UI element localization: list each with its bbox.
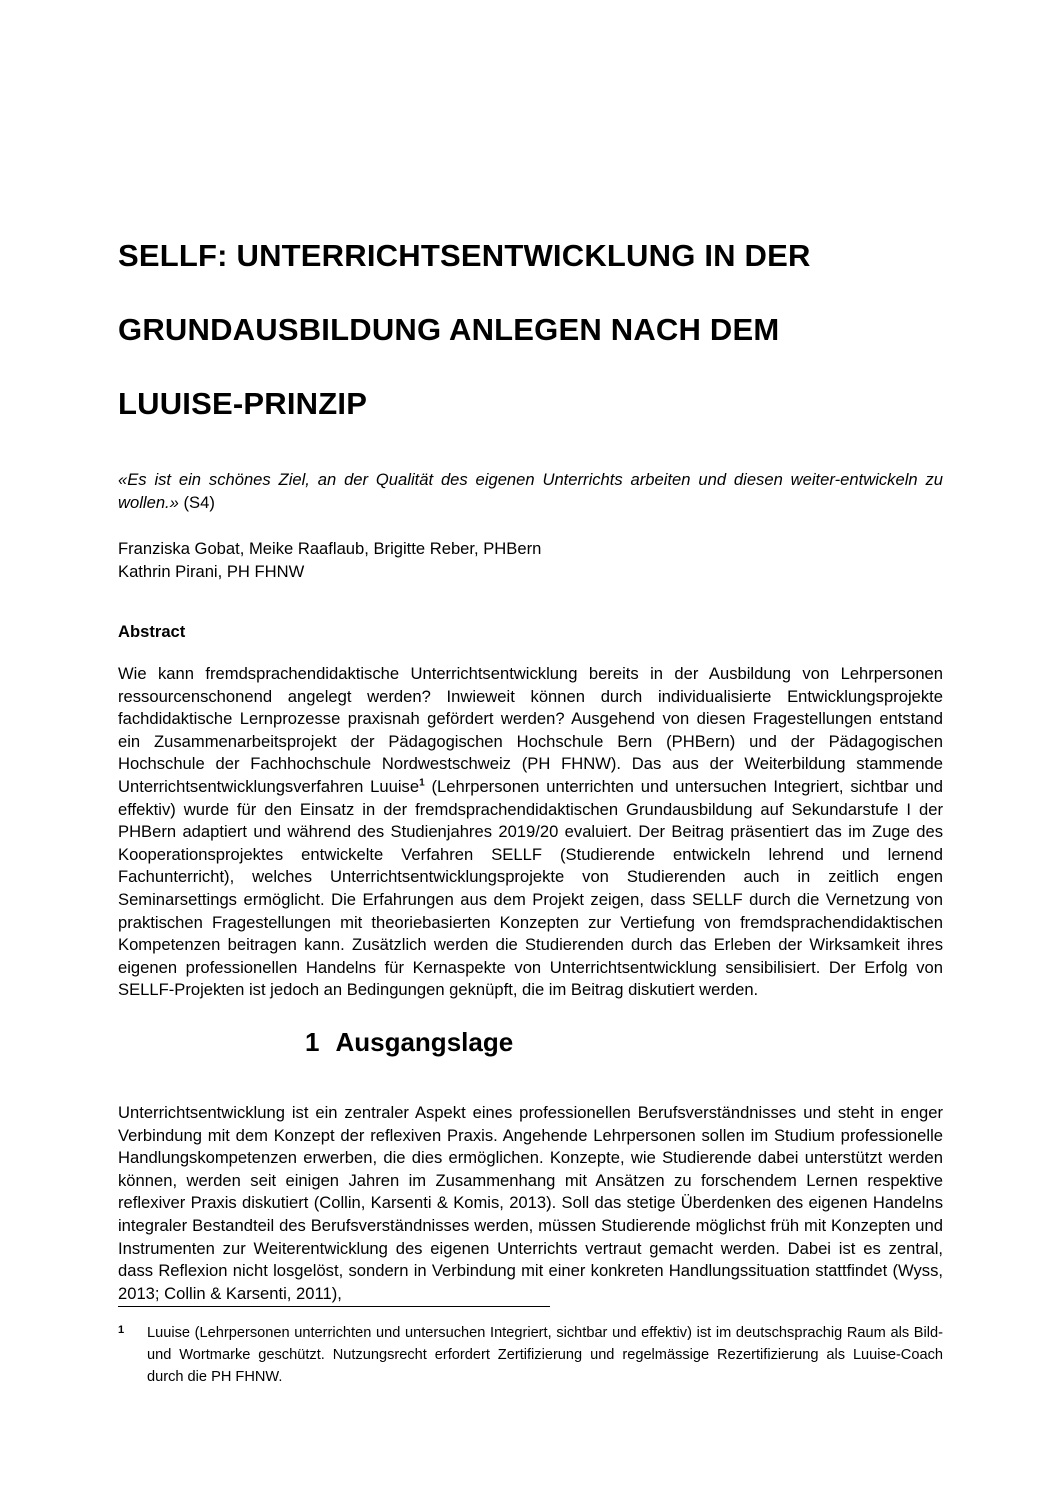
abstract-text-part-2: (Lehrpersonen unterrichten und untersuchen Integriert, sichtbar und effektiv) wurde für den Einsatz in der fremdsprachendidaktischen Grundausbildung auf Sekundarstufe I der PHBern adaptiert und während des Studienjahres 2019/20 evaluiert. Der Beitrag präsentiert das im Zuge des Kooperationsprojektes entwickelte Verfahren SELLF (Studierende entwickeln lehrend und lernend Fachunterricht), welches Unterrichtsentwicklungsprojekte von Studierenden auch in zeitlich engen Seminarsettings ermöglicht. Die Erfahrungen aus dem Projekt zeigen, dass SELLF durch die Vernetzung von praktischen Fragestellungen mit theoriebasierten Konzepten zur Vertiefung von fremdsprachendidaktischen Kompetenzen beitragen kann. Zusätzlich werden die Studierenden durch das Erleben der Wirksamkeit ihres eigenen professionellen Handelns für Kernaspekte von Unterrichtsentwicklung sensibilisiert. Der Erfolg von SELLF-Projekten ist jedoch an Bedingungen geknüpft, die im Beitrag diskutiert werden. <box>118 776 943 1000</box>
author-list <box>118 537 541 583</box>
epigraph-quote: «Es ist ein schönes Ziel, an der Qualität des eigenen Unterrichts arbeiten und diesen weiter-entwickeln zu wollen.» <box>118 470 943 512</box>
epigraph <box>118 468 943 514</box>
epigraph-source: (S4) <box>183 493 215 512</box>
abstract-text <box>118 663 943 1002</box>
title-line-3: LUUISE-PRINZIP <box>118 386 368 421</box>
footnote-divider <box>118 1306 550 1307</box>
authors-line-2: Kathrin Pirani, PH FHNW <box>118 562 305 581</box>
footnote-text: Luuise (Lehrpersonen unterrichten und untersuchen Integriert, sichtbar und effektiv) ist im deutschsprachig Raum als Bild- und Wortmarke geschützt. Nutzungsrecht erfordert Zertifizierung und regelmässige Rezertifizierung als Luuise-Coach durch die PH FHNW. <box>147 1325 943 1385</box>
authors-line-1: Franziska Gobat, Meike Raaflaub, Brigitte Reber, PHBern <box>118 539 542 558</box>
abstract-heading: Abstract <box>118 622 186 641</box>
title-line-2: GRUNDAUSBILDUNG ANLEGEN NACH DEM <box>118 312 780 347</box>
abstract-text-part-1: Wie kann fremdsprachendidaktische Unterrichtsentwicklung bereits in der Ausbildung von Lehrpersonen ressourcenschonend angelegt werden? Inwieweit können durch individualisierte Entwicklungsprojekte fachdidaktische Lernprozesse praxisnah gefördert werden? Ausgehend von diesen Fragestellungen entstand ein Zusammenarbeitsprojekt der Pädagogischen Hochschule Bern (PHBern) und der Pädagogischen Hochschule der Fachhochschule Nordwestschweiz (PH FHNW). Das aus der Weiterbildung stammende Unterrichtsentwicklungsverfahren Luuise <box>118 664 943 796</box>
section-heading <box>305 1027 513 1058</box>
section-title: Ausgangslage <box>335 1027 514 1057</box>
footnote <box>118 1322 943 1388</box>
section-body-text: Unterrichtsentwicklung ist ein zentraler Aspekt eines professionellen Berufsverständnisses und steht in enger Verbindung mit dem Konzept der reflexiven Praxis. Angehende Lehrpersonen sollen im Studium professionelle Handlungskompetenzen erwerben, die dies ermöglichen. Konzepte, wie Studierende dabei unterstützt werden können, werden seit einigen Jahren im Zusammenhang mit Ansätzen zu forschendem Lernen respektive reflexiver Praxis diskutiert (Collin, Karsenti & Komis, 2013). Soll das stetige Überdenken des eigenen Handelns integraler Bestandteil des Berufsverständnisses werden, müssen Studierende möglichst früh mit Konzepten und Instrumenten zur Weiterentwicklung des eigenen Unterrichts vertraut gemacht werden. Dabei ist es zentral, dass Reflexion nicht losgelöst, sondern in Verbindung mit einer konkreten Handlungssituation stattfindet (Wyss, 2013; Collin & Karsenti, 2011), <box>118 1103 943 1303</box>
footnote-reference[interactable]: 1 <box>419 777 425 789</box>
title-line-1: SELLF: UNTERRICHTSENTWICKLUNG IN DER <box>118 238 811 273</box>
section-number: 1 <box>305 1027 320 1057</box>
footnote-mark: 1 <box>118 1324 125 1336</box>
